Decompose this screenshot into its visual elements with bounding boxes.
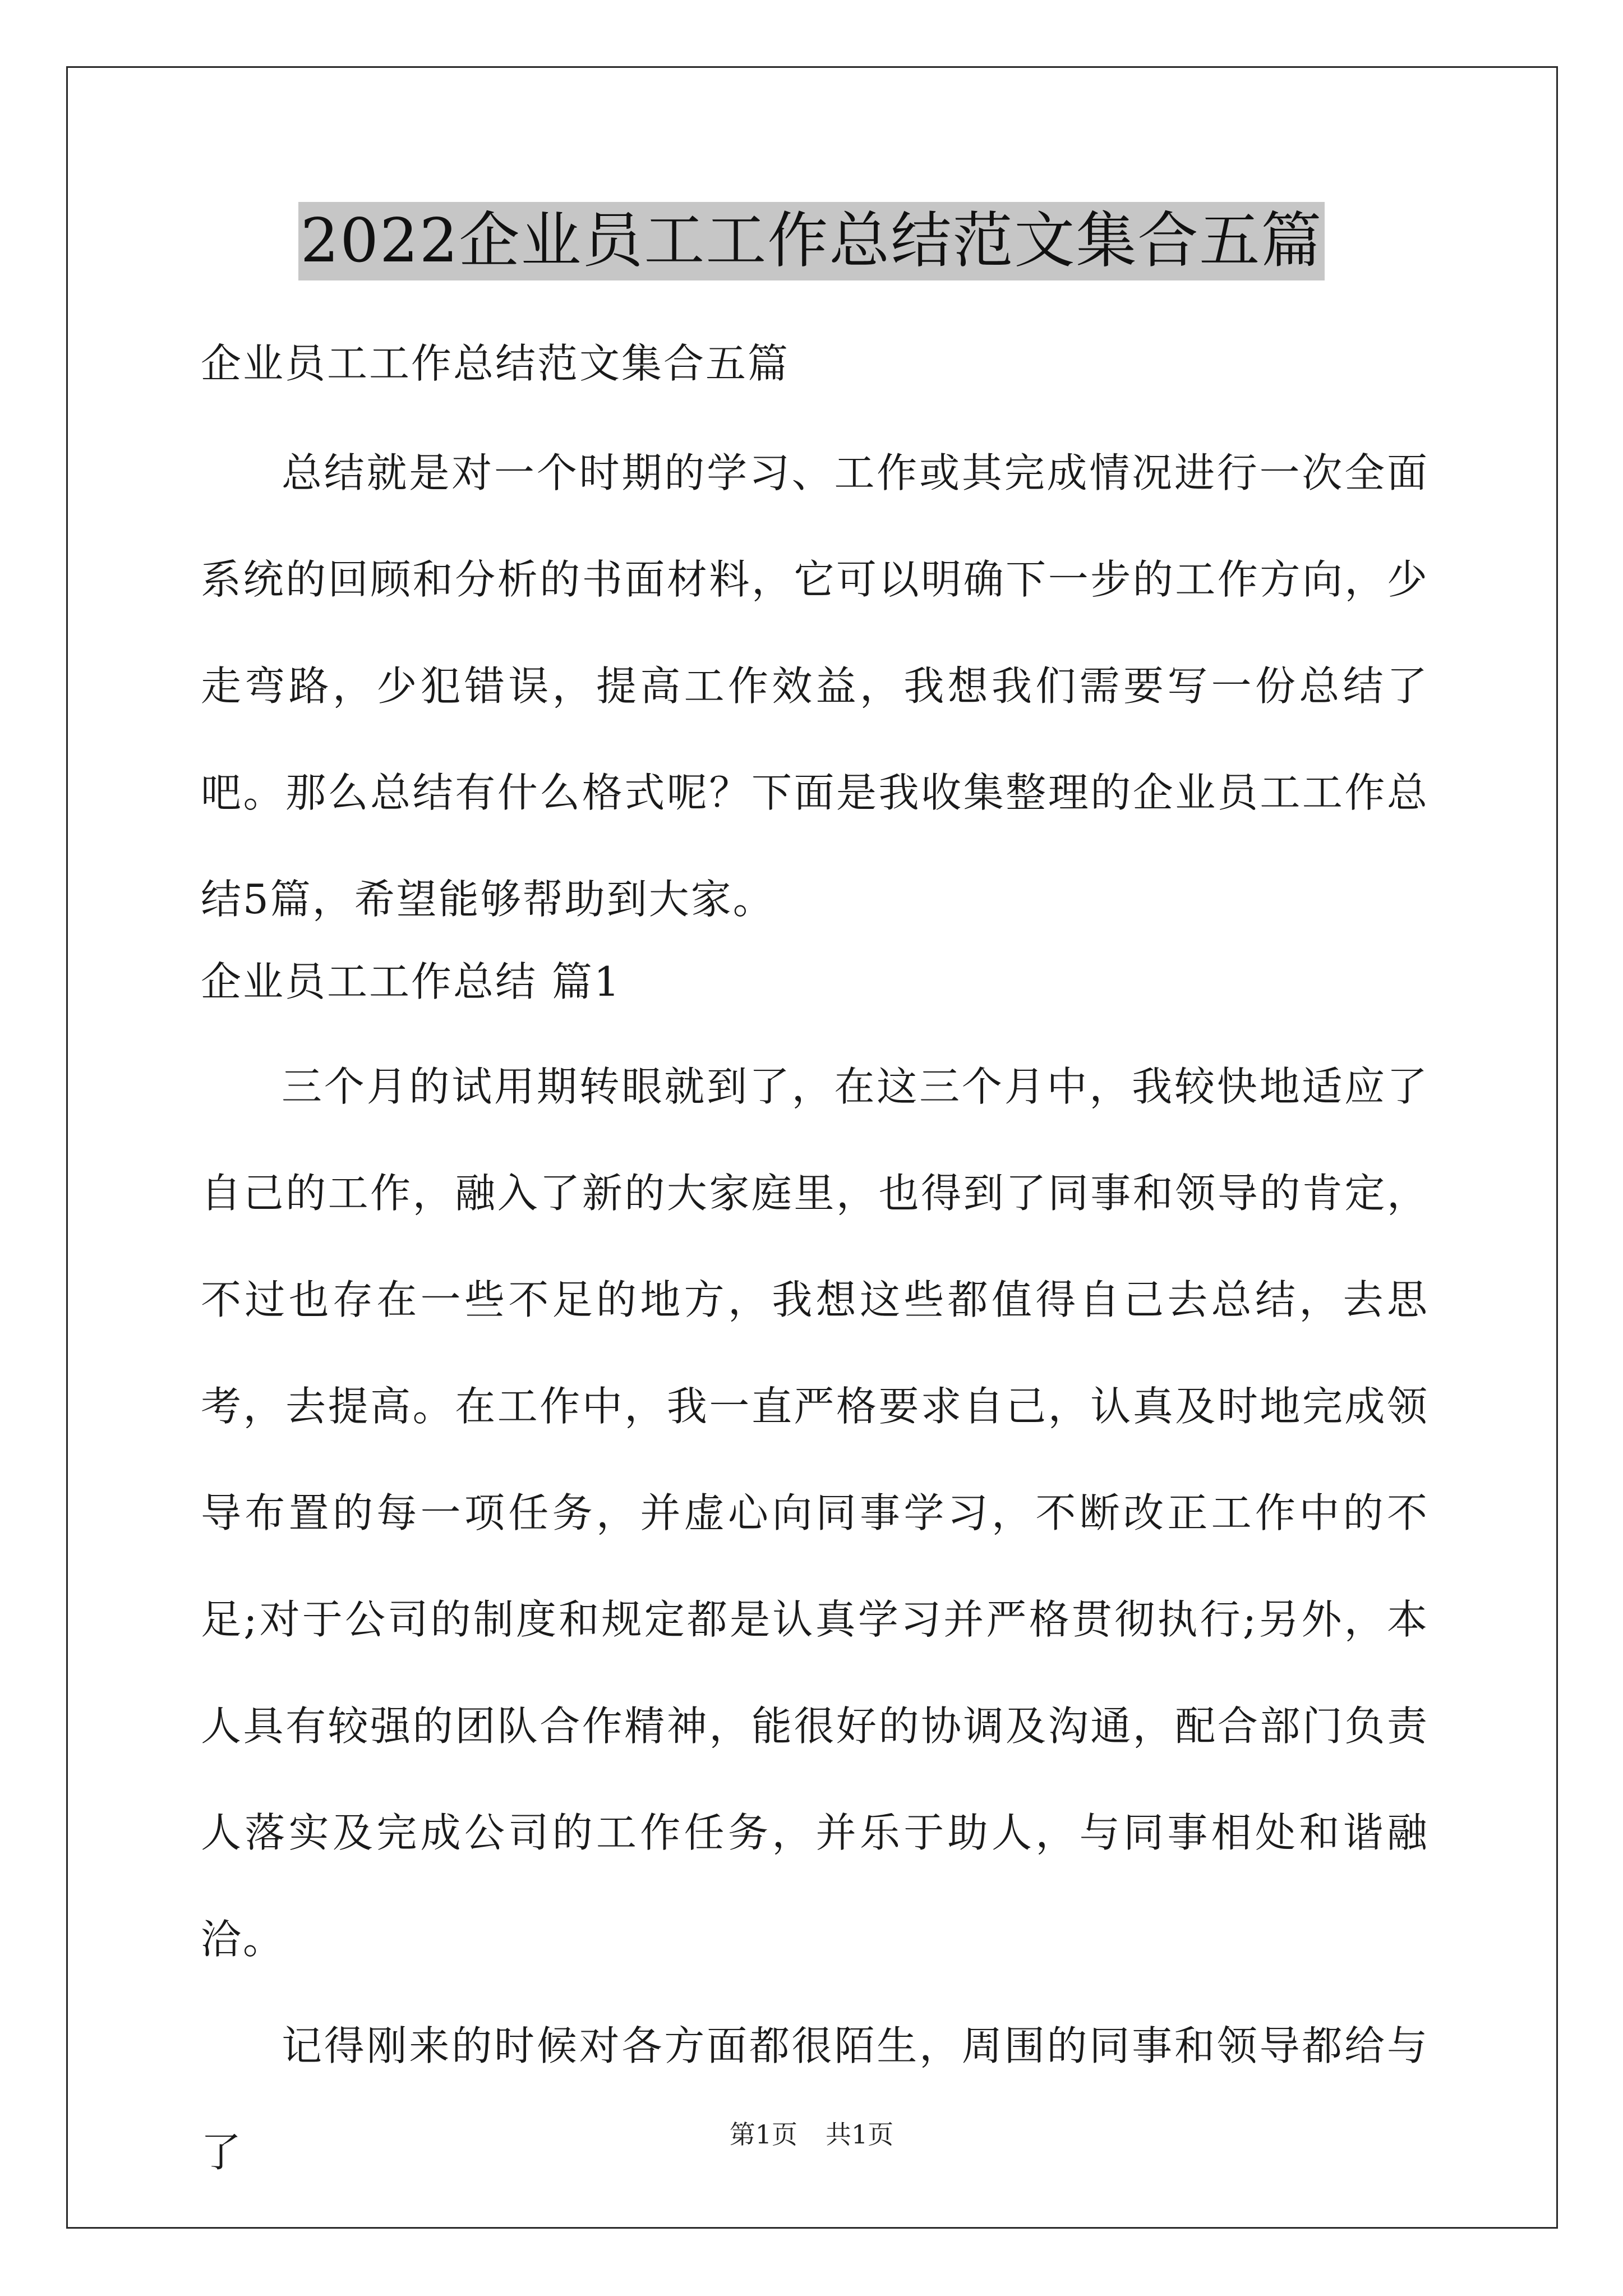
body-paragraph: 记得刚来的时候对各方面都很陌生，周围的同事和领导都给与了 [201, 2022, 1429, 2176]
document-body [201, 337, 1429, 2206]
document-title: 2022企业员工工作总结范文集合五篇 [298, 202, 1325, 280]
intro-paragraph: 总结就是对一个时期的学习、工作或其完成情况进行一次全面系统的回顾和分析的书面材料，它可以明确下一步的工作方向，少走弯路，少犯错误，提高工作效益，我想我们需要写一份总结了吧。那么总结有什么格式呢？下面是我收集整理的企业员工工作总结5篇，希望能够帮助到大家。 [201, 449, 1429, 923]
section-heading: 企业员工工作总结 篇1 [201, 958, 621, 1005]
page-total: 共1页 [826, 2119, 894, 2150]
title-container [0, 202, 1623, 280]
page-footer [0, 2118, 1623, 2151]
page-number: 第1页 [729, 2119, 797, 2150]
document-subtitle: 企业员工工作总结范文集合五篇 [201, 340, 790, 387]
body-paragraph: 三个月的试用期转眼就到了，在这三个月中，我较快地适应了自己的工作，融入了新的大家庭里，也得到了同事和领导的肯定，不过也存在一些不足的地方，我想这些都值得自己去总结，去思考，去提高。在工作中，我一直严格要求自己，认真及时地完成领导布置的每一项任务，并虚心向同事学习，不断改正工作中的不足;对于公司的制度和规定都是认真学习并严格贯彻执行;另外，本人具有较强的团队合作精神，能很好的协调及沟通，配合部门负责人落实及完成公司的工作任务，并乐于助人，与同事相处和谐融洽。 [201, 1063, 1429, 1963]
